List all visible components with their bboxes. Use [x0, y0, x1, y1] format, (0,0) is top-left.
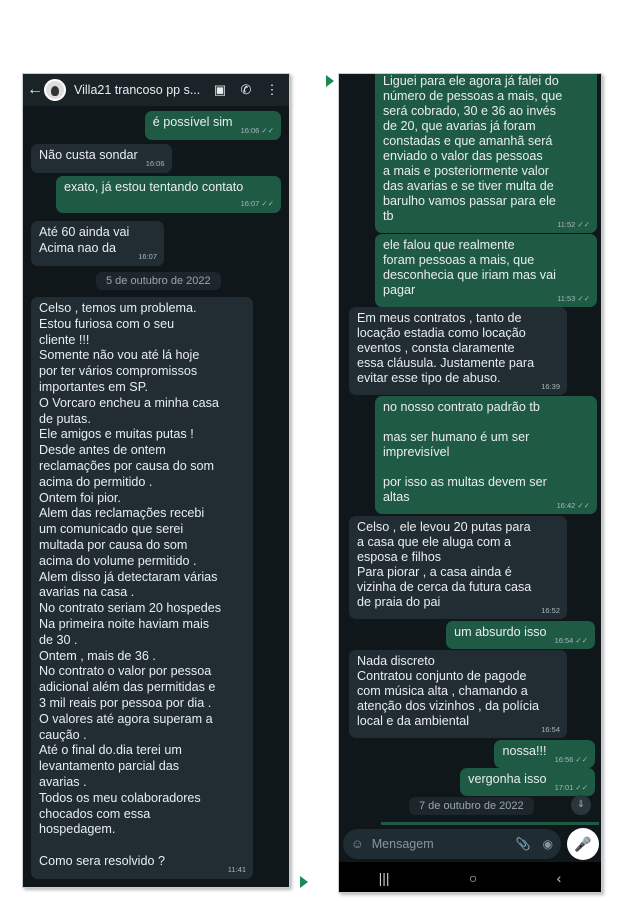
message-time: 16:54	[541, 725, 560, 734]
message-bubble	[31, 221, 164, 266]
message-placeholder[interactable]: Mensagem	[371, 837, 434, 851]
message-time: 16:39	[541, 382, 560, 391]
message-text: no nosso contrato padrão tb mas ser humano é um ser imprevisível por isso as multas devem ser altas	[383, 400, 547, 504]
message-text: Nada discreto Contratou conjunto de pagode com música alta , chamando a atenção dos vizinhos , da polícia local e da ambiental	[357, 654, 540, 728]
message-time: 16:06	[145, 159, 165, 168]
back-icon[interactable]: ‹	[556, 870, 562, 886]
message-text: Liguei para ele agora já falei do número de pessoas a mais, que será cobrado, 30 e 36 ao invés de 20, que avarias já foram constadas e que amanhã será enviado o valor das pessoas a mais e posteriormente valor das avarias e se tiver multa de barulho vamos passar para ele tb	[383, 74, 563, 223]
attach-icon[interactable]: 📎	[515, 837, 531, 851]
message-text: ele falou que realmente foram pessoas a mais, que desconhecia que iriam mas vai pagar	[383, 238, 556, 297]
message-time: 16:06 ✓✓	[240, 126, 274, 135]
message-bubble	[31, 297, 253, 879]
time-text: 11:53	[557, 294, 576, 303]
android-nav-bar	[339, 862, 601, 893]
message-text: é possível sim	[152, 115, 233, 129]
more-options-icon[interactable]: ⋮	[265, 82, 279, 97]
message-bubble	[349, 650, 567, 738]
time-text: 16:56	[554, 755, 574, 764]
chat-screenshot-right	[338, 73, 602, 893]
chat-title[interactable]: Villa21 trancoso pp s...	[74, 83, 201, 97]
message-time: 16:42 ✓✓	[556, 501, 590, 510]
chat-header	[23, 74, 289, 106]
message-bubble	[494, 740, 595, 768]
message-text: Até 60 ainda vai Acima nao da	[39, 225, 130, 255]
message-time: 16:52	[541, 606, 560, 615]
time-text: 16:07	[240, 198, 260, 208]
time-text: 16:54	[554, 636, 574, 645]
time-text: 17:01	[554, 783, 574, 792]
date-divider: 7 de outubro de 2022	[409, 797, 534, 815]
message-time: 11:41	[227, 864, 246, 874]
back-arrow-icon[interactable]: ←	[27, 81, 43, 98]
message-time: 16:07	[138, 251, 157, 261]
message-bubble	[349, 307, 567, 395]
message-text: vergonha isso	[468, 772, 547, 786]
phone-call-icon[interactable]: ✆	[240, 82, 252, 97]
message-text: Não custa sondar	[39, 148, 138, 162]
arrow-marker	[326, 75, 334, 87]
message-text: um absurdo isso	[454, 625, 547, 639]
message-bubble	[145, 111, 281, 140]
message-bubble	[31, 144, 172, 173]
video-call-icon[interactable]: ▣	[213, 82, 227, 97]
partial-message-bubble	[381, 822, 599, 825]
avatar[interactable]	[44, 79, 66, 101]
message-bubble	[446, 621, 595, 649]
message-bubble	[375, 73, 597, 233]
message-text: exato, já estou tentando contato	[64, 180, 244, 194]
date-divider: 5 de outubro de 2022	[96, 272, 221, 290]
message-text: Em meus contratos , tanto de locação estadia como locação eventos , consta claramente essa cláusula. Justamente para evitar esse tipo de abuso.	[357, 311, 535, 385]
arrow-marker	[300, 876, 308, 888]
message-text: nossa!!!	[502, 744, 547, 758]
message-time: 16:07 ✓✓	[240, 198, 274, 208]
emoji-icon[interactable]: ☺	[351, 837, 364, 851]
time-text: 16:06	[240, 126, 260, 135]
time-text: 16:42	[556, 501, 576, 510]
message-time: 11:52 ✓✓	[557, 220, 590, 229]
camera-icon[interactable]: ◉	[542, 837, 553, 851]
message-bubble	[375, 234, 597, 307]
message-time: 17:01 ✓✓	[554, 783, 588, 792]
message-bubble	[375, 396, 597, 514]
microphone-icon[interactable]: 🎤	[567, 828, 599, 860]
chat-screenshot-left	[22, 73, 290, 888]
home-icon[interactable]: ○	[468, 870, 478, 886]
message-bubble	[349, 516, 567, 619]
message-time: 16:54 ✓✓	[554, 636, 588, 645]
message-text: Celso , temos um problema. Estou furiosa com o seu cliente !!! Somente não vou até lá hoje por ter vários compromissos importantes em SP. O Vorcaro encheu a minha casa de putas. Ele amigos e muitas putas ! Desde antes de ontem reclamações por causa do som acima do permitido . Ontem foi pior. Alem das reclamações recebi um comunicado que serei multada por causa do som acima do volume permitido . Alem disso já detectaram várias avarias na casa . No contrato seriam 20 hospedes Na primeira noite haviam mais de 30 . Ontem , mais de 36 . No contrato o valor por pessoa adicional além das permitidas e 3 mil reais por pessoa por dia . O valores até agora superam a caução . Até o final do.dia terei um levantamento parcial das avarias . Todos os meu colaboradores chocados com essa hospedagem. Como sera resolvido ?	[39, 301, 222, 868]
message-input[interactable]	[343, 829, 561, 859]
message-time: 11:53 ✓✓	[557, 294, 590, 303]
message-bubble	[460, 768, 595, 796]
recent-apps-icon[interactable]: |||	[378, 870, 390, 886]
scroll-down-icon[interactable]: ⇓	[571, 795, 591, 815]
message-bubble	[56, 176, 281, 213]
time-text: 11:52	[557, 220, 576, 229]
message-text: Celso , ele levou 20 putas para a casa que ele aluga com a esposa e filhos Para piorar , a casa ainda é vizinha de cerca da futura casa de praia do pai	[357, 520, 532, 609]
message-time: 16:56 ✓✓	[554, 755, 588, 764]
